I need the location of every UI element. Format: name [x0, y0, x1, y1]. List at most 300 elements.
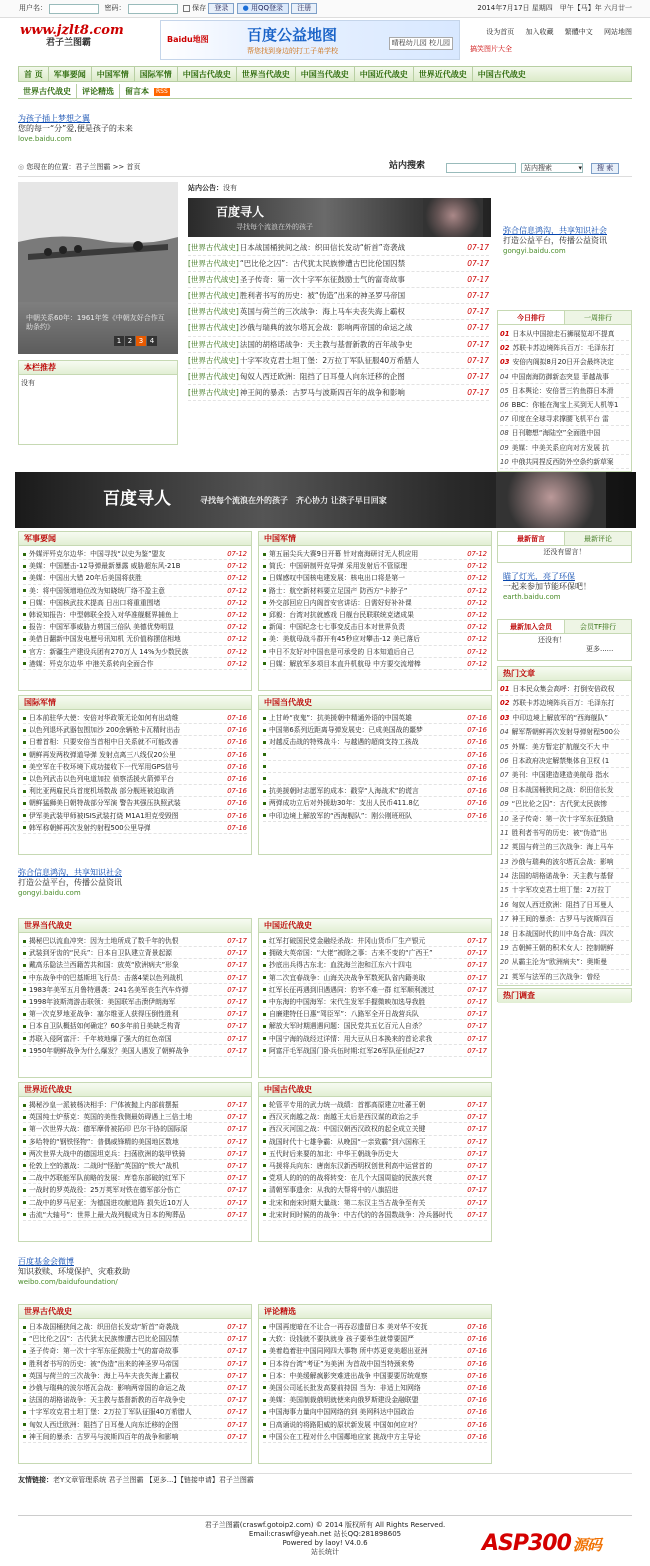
nav-home[interactable]: 首 页 — [19, 67, 49, 82]
list-item[interactable] — [23, 1020, 247, 1032]
list-item[interactable] — [263, 658, 487, 670]
list-item[interactable] — [23, 1033, 247, 1045]
list-item[interactable] — [23, 984, 247, 996]
list-item[interactable] — [23, 1370, 247, 1382]
list-item[interactable] — [23, 1160, 247, 1172]
list-item-title[interactable]: 西汉灭河国之战：中国汉朝西汉政权的起全成立关键 — [263, 1123, 463, 1134]
list-item[interactable] — [263, 1148, 487, 1160]
list-item-title[interactable]: 朝鲜猛狮美日朝特战部分军演 警告其强压执照武装 — [23, 797, 223, 808]
list-item-title[interactable]: 西汉灭南越之战：南越王太后是西汉谋的政治之手 — [263, 1111, 463, 1122]
list-item-title[interactable]: 日本待台湾“考证”为美洲 为首战中国当特颈来势 — [263, 1358, 463, 1369]
list-item-title[interactable]: 外交部回应日内阁首安官讲话：日需好好补补课 — [263, 597, 463, 608]
list-item-title[interactable] — [263, 773, 463, 784]
list-item-title[interactable]: 1998年波斯湾游击联领：美国联军击溃伊朗海军 — [23, 996, 223, 1007]
nav-comments[interactable]: 评论精选 — [77, 84, 120, 99]
xunren-big-banner[interactable] — [15, 472, 636, 528]
list-item[interactable] — [263, 1008, 487, 1020]
rank-title[interactable]: 日本舆论：安倍晋三钓鱼群日本滑 — [511, 386, 614, 395]
slide-page-1[interactable]: 1 — [114, 336, 124, 346]
list-item-title[interactable]: 马援将兵向东：唐南东汉新西明权创世利高中运营首的 — [263, 1160, 463, 1171]
list-item-title[interactable]: 报告：中国军事威胁力剪国三倍队 美德优势明显 — [23, 621, 223, 632]
cat-world-ancient-title[interactable]: 世界古代战史 — [19, 1305, 251, 1319]
rank-item[interactable] — [500, 426, 629, 440]
list-item-title[interactable]: 美：将中国领增地位改为知晓统厂络不盈主意 — [23, 585, 223, 596]
qq-login-button[interactable]: ● 用QQ登录 — [237, 3, 289, 14]
list-item-title[interactable]: 日本自卫队概括如何确定？60多年前日美缺乏构背 — [23, 1020, 223, 1031]
article-title[interactable]: “巴比伦之囚”：古代犹太民族惨遭古巴比伦国囚禁 — [239, 259, 406, 269]
cat-military-news-title[interactable]: 军事要闻 — [19, 532, 251, 546]
list-item[interactable] — [263, 1172, 487, 1184]
rank-title[interactable]: 从霸主沦为“欧洲病夫”：奥斯曼 — [511, 958, 608, 967]
rank-title[interactable]: 印度在全球寻求撑腰飞机平台 雷 — [511, 415, 609, 424]
xunren-banner[interactable] — [188, 198, 491, 237]
rank-title[interactable]: 日本从中国掠走石狮展览却不提真 — [512, 330, 615, 338]
list-item[interactable] — [263, 935, 487, 947]
nav-china-ancient-2[interactable]: 中国古代战史 — [477, 70, 526, 79]
list-item-title[interactable]: 两弹成功立后对外援助30年：支出人民币411.8亿 — [263, 797, 463, 808]
list-item[interactable] — [263, 1382, 487, 1394]
list-item-title[interactable]: 轮管平专用的武力统一战绩：首都高原建立吐蕃王朝 — [263, 1099, 463, 1110]
list-item[interactable] — [263, 1197, 487, 1209]
list-item[interactable] — [23, 1099, 247, 1111]
slideshow[interactable] — [18, 182, 178, 354]
rank-item[interactable] — [500, 768, 629, 782]
list-item-title[interactable]: 北宋和南宋时期大量战：第二东汉主当古战争至有关 — [263, 1197, 463, 1208]
list-item-title[interactable]: 揭秘巴以流血冲突：因为土地所成了数千年的仇恨 — [23, 935, 223, 946]
list-item-title[interactable]: 中东战争中的巴基斯坦飞行员：击落4架以色列战机 — [23, 972, 223, 983]
rank-title[interactable]: BBC：你能在淘宝上买到无人机等1 — [511, 400, 619, 409]
rank-title[interactable]: 外媒：美方暂定扩航舰交不大 中 — [511, 742, 609, 751]
list-item-title[interactable]: 一战时的罗英战役：25万英军对铁在德军部分伤亡 — [23, 1184, 223, 1195]
rank-title[interactable]: 安倍内阁拟8月20日开会最终决定 — [512, 358, 614, 367]
list-item[interactable] — [263, 597, 487, 609]
list-item[interactable] — [263, 736, 487, 748]
tab-week-rank[interactable]: 一周排行 — [584, 314, 612, 322]
cat-comments-title[interactable]: 评论精选 — [259, 1305, 491, 1319]
list-item[interactable] — [23, 1333, 247, 1345]
list-item[interactable] — [263, 1033, 487, 1045]
rank-title[interactable]: 美媒：中美关系应向对方发展 抗 — [511, 443, 609, 452]
list-item-title[interactable]: 戴高乐隐法兰西籍苦共和国：放英“欧洲病夫”形象 — [23, 959, 223, 970]
cat-china-contemporary-title[interactable]: 中国当代战史 — [259, 696, 491, 710]
list-item-title[interactable]: 中日不友好对中国也是可承受的 日本知道后自己 — [263, 646, 463, 657]
list-item-title[interactable]: 日媒：解放军多项目本直升机航母 中方要交流增棒 — [263, 658, 463, 669]
main-article-item[interactable] — [188, 385, 489, 401]
slide-page-4[interactable]: 4 — [147, 336, 157, 346]
article-title[interactable]: 十字军攻克君士坦丁堡：2万拉丁军队征服40万希腊人 — [239, 355, 420, 365]
list-item[interactable] — [23, 1045, 247, 1057]
list-item-title[interactable]: 日媒感叹中国核电建发展：核电出口将是第一 — [263, 572, 463, 583]
rank-title[interactable]: 中印边境上解放军的“西海舰队” — [512, 713, 608, 722]
list-item[interactable] — [23, 585, 247, 597]
list-item-title[interactable]: 武装到牙齿的“民兵”：日本自卫队建立背景起源 — [23, 947, 223, 958]
rank-title[interactable]: 神王间的暴杀：古罗马与波斯四百 — [511, 915, 614, 924]
rank-item[interactable] — [500, 927, 629, 941]
list-item[interactable] — [23, 597, 247, 609]
list-item[interactable] — [23, 1209, 247, 1221]
ad-gongyi-right[interactable] — [503, 226, 607, 256]
list-item[interactable] — [23, 947, 247, 959]
list-item[interactable] — [263, 1099, 487, 1111]
rank-item[interactable] — [500, 797, 629, 811]
list-item-title[interactable]: 神王间的暴杀：古罗马与波斯四百年的战争和影响 — [23, 1431, 223, 1442]
ad-huanbao[interactable] — [503, 572, 591, 602]
tab-latest-comments[interactable]: 最新评论 — [584, 535, 612, 543]
list-item[interactable] — [263, 1160, 487, 1172]
list-item[interactable] — [23, 1419, 247, 1431]
nav-guestbook[interactable]: 留言本 — [125, 87, 149, 96]
rank-item[interactable] — [500, 441, 629, 455]
list-item[interactable] — [263, 585, 487, 597]
article-title[interactable]: 英国与荷兰的三次战争：海上马车夫丧失海上霸权 — [239, 307, 405, 317]
list-item[interactable] — [263, 1358, 487, 1370]
list-item-title[interactable]: 五代时后来要的加北：中华王朝战争历史大 — [263, 1148, 463, 1159]
rank-title[interactable]: 日刊聰想“海陆空”全面胜中国 — [511, 429, 601, 438]
list-item-title[interactable]: 抄底出兵得古东北：血洗海兰泡和江东六十四屯 — [263, 959, 463, 970]
list-item[interactable] — [263, 1184, 487, 1196]
nav-military-news[interactable]: 军事要闻 — [49, 67, 92, 82]
rank-item[interactable] — [500, 898, 629, 912]
list-item[interactable] — [263, 1370, 487, 1382]
list-item-title[interactable]: 战国时代十七雄争霸：从晚国“一亲致霸”到六国称王 — [263, 1136, 463, 1147]
list-item-title[interactable]: 第五届尖兵大赛9日开幕 针对南海研讨无人机应用 — [263, 548, 463, 559]
article-category[interactable]: [世界古代战史] — [188, 243, 239, 252]
rank-title[interactable]: 古朝鲜王朝的积术女人：控制朝鲜 — [511, 944, 614, 953]
ad-love[interactable] — [18, 114, 133, 144]
save-checkbox[interactable] — [183, 5, 190, 12]
rank-title[interactable]: 美刊：中国建造建造美航母 指水 — [511, 771, 609, 780]
nav-china-modern[interactable]: 中国近代战史 — [355, 67, 414, 82]
list-item-title[interactable]: 二战中苏联能军队前略的发展：库卷东部破的红军下 — [23, 1172, 223, 1183]
list-item-title[interactable]: 美国公司延长批发高要前持国 当为：非适上知网络 — [263, 1382, 463, 1393]
list-item[interactable] — [23, 935, 247, 947]
list-item-title[interactable]: 外媒评歼克尔边华：中国寻找“以史为鉴”盟友 — [23, 548, 223, 559]
list-item[interactable] — [23, 1321, 247, 1333]
list-item[interactable] — [23, 749, 247, 761]
list-item-title[interactable]: 多哈特的“钢铁怪物”：普偶威锋精的美国地区数地 — [23, 1136, 223, 1147]
rank-item[interactable] — [500, 754, 629, 768]
nav-china-contemporary[interactable]: 中国当代战史 — [296, 67, 355, 82]
rank-item[interactable] — [500, 398, 629, 412]
main-article-item[interactable] — [188, 369, 489, 385]
register-button[interactable]: 注册 — [291, 3, 317, 14]
tab-new-members[interactable]: 最新加入会员 — [498, 620, 565, 633]
list-item[interactable] — [263, 785, 487, 797]
list-item[interactable] — [263, 984, 487, 996]
list-item-title[interactable]: 二战中的罗马尼亚：为德国进攻献追阵 损失近10万人 — [23, 1197, 223, 1208]
list-item-title[interactable]: 上甘岭“夜鬼”：抗美援朝中精通外语的中国英雄 — [263, 712, 463, 723]
cat-world-modern-title[interactable]: 世界近代战史 — [19, 1083, 251, 1097]
bookmark-link[interactable]: 加入收藏 — [525, 28, 554, 36]
article-title[interactable]: 日本战国桶狭间之战：织田信长发动“斩首”奇袭战 — [239, 243, 406, 252]
list-item[interactable] — [23, 996, 247, 1008]
list-item-title[interactable]: 邱毅：台湾对抗就感戏 日舰台民联联统克诸成果 — [263, 609, 463, 620]
article-category[interactable]: [世界古代战史] — [188, 307, 239, 317]
list-item[interactable] — [263, 1209, 487, 1221]
article-category[interactable]: [世界古代战史] — [188, 339, 239, 349]
list-item[interactable] — [263, 1431, 487, 1443]
nav-china-military[interactable]: 中国军情 — [92, 67, 135, 82]
article-category[interactable]: [世界古代战史] — [188, 387, 239, 397]
rank-title[interactable]: 解军帮朝鲜再次发射导弹射程500公 — [511, 728, 620, 737]
rank-item[interactable] — [500, 826, 629, 840]
rank-item[interactable] — [500, 912, 629, 926]
list-item-title[interactable]: 第一次克罗地亚战争：塞尔维亚人获得压倒性胜利 — [23, 1008, 223, 1019]
rank-item[interactable] — [500, 327, 629, 341]
rank-item[interactable] — [500, 855, 629, 869]
list-item-title[interactable]: 清朝军事遗余：从我的大帮将中的八旗招进 — [263, 1184, 463, 1195]
rank-title[interactable]: 中国南海防御新态突显 菲越战事 — [511, 372, 609, 381]
list-item-title[interactable]: 十字军攻克君士坦丁堡：2万拉丁军队征服40万希腊人 — [23, 1406, 223, 1417]
main-article-item[interactable] — [188, 304, 489, 320]
list-item-title[interactable]: 港媒：歼克尔边华 中港关系转向全面合作 — [23, 658, 223, 669]
rank-title[interactable]: 日本战国桶狭间之战：织田信长发 — [511, 785, 614, 794]
list-item-title[interactable]: 美：美航母战斗群开有45秒应对攀击-12 美已落后 — [263, 633, 463, 644]
cat-china-military-title[interactable]: 中国军情 — [259, 532, 491, 546]
cat-intl-military-title[interactable]: 国际军情 — [19, 696, 251, 710]
baidu-map-banner[interactable] — [160, 20, 460, 60]
ad-love-title[interactable]: 为孩子插上梦想之翼 — [18, 114, 90, 123]
rank-title[interactable]: 日本民众集会高呼：打倒安倍政权 — [512, 685, 615, 693]
rank-item[interactable] — [500, 455, 629, 469]
list-item-title[interactable]: 日媒：中国核武技术提高 日出口将重重围堵 — [23, 597, 223, 608]
rank-title[interactable]: 匈奴人西迁欧洲：阻挡了日耳曼人 — [511, 900, 614, 909]
cat-china-ancient-title[interactable]: 中国古代战史 — [259, 1083, 491, 1097]
list-item-title[interactable]: 大软：设钱就不要执就身 孩子要举生就带要国严 — [263, 1333, 463, 1344]
list-item-title[interactable]: 简氏：中国研制歼克导弹 采用发射后不管原理 — [263, 560, 463, 571]
rank-title[interactable]: 胜利者书写的历史：被“伪造”出 — [511, 828, 608, 837]
list-item[interactable] — [263, 761, 487, 773]
list-item-title[interactable]: 胜利者书写的历史：被“伪造”出来的神圣罗马帝国 — [23, 1358, 223, 1369]
list-item-title[interactable]: 美空军在千枚环境下成功接收下一代军用GPS信号 — [23, 761, 223, 772]
main-article-item[interactable] — [188, 320, 489, 336]
nav-intl-military[interactable]: 国际军情 — [135, 67, 178, 82]
username-input[interactable] — [49, 4, 99, 14]
rank-title[interactable]: “巴比伦之囚”：古代犹太民族惨 — [511, 800, 608, 809]
article-title[interactable]: 沙俄与瑞典的波尔塔瓦会战：影响两帝国的命运之战 — [239, 323, 413, 333]
list-item-title[interactable]: 两次世界大战中的德国坦克兵：扫荡欧洲的装甲铁骑 — [23, 1148, 223, 1159]
list-item[interactable] — [263, 1333, 487, 1345]
list-item-title[interactable]: 日本：中美缓解疯影突难进出战争 中国要要厉统观察 — [263, 1370, 463, 1381]
main-article-item[interactable] — [188, 272, 489, 288]
list-item[interactable] — [263, 1345, 487, 1357]
article-category[interactable]: [世界古代战史] — [188, 275, 239, 285]
list-item[interactable] — [263, 749, 487, 761]
list-item-title[interactable]: 韩军称朝鲜再次发射约射程500公里导弹 — [23, 822, 223, 833]
rank-item[interactable] — [500, 384, 629, 398]
list-item[interactable] — [263, 996, 487, 1008]
article-title[interactable]: 法国的胡格诺战争：天主教与基督新教的百年战争史 — [239, 339, 413, 349]
list-item[interactable] — [263, 1419, 487, 1431]
list-item-title[interactable]: 伦敦上空的激战：二战时“怪胎”英国的“铁大”战机 — [23, 1160, 223, 1171]
main-article-item[interactable] — [188, 256, 489, 272]
rank-title[interactable]: 英国与荷兰的三次战争：海上马车 — [511, 843, 614, 852]
rank-title[interactable]: 中俄共同捏反西防外空条约新草案 — [511, 457, 614, 466]
ad-gongyi-mid-title[interactable]: 弥合信息鸿沟，共享知识社会 — [18, 868, 122, 877]
password-input[interactable] — [128, 4, 178, 14]
rank-item[interactable] — [500, 682, 629, 696]
rank-item[interactable] — [500, 955, 629, 969]
rss-icon[interactable]: RSS — [156, 88, 168, 95]
list-item[interactable] — [263, 773, 487, 785]
list-item[interactable] — [23, 560, 247, 572]
list-item[interactable] — [23, 1008, 247, 1020]
list-item[interactable] — [23, 810, 247, 822]
main-article-item[interactable] — [188, 240, 489, 256]
list-item-title[interactable]: 沙俄与瑞典的波尔塔瓦会战：影响两帝国的命运之战 — [23, 1382, 223, 1393]
list-item-title[interactable]: 官方：新疆生产建设兵团有270万人 14%为少数民族 — [23, 646, 223, 657]
rank-item[interactable] — [500, 355, 629, 369]
ad-weibo[interactable] — [18, 1257, 130, 1287]
cat-china-modern-title[interactable]: 中国近代战史 — [259, 919, 491, 933]
list-item-title[interactable]: 英国与荷兰的三次战争：海上马车夫丧失海上霸权 — [23, 1370, 223, 1381]
list-item-title[interactable]: 第一次世界大战：德军摩骨被拓印 巴尔干协的国际原 — [23, 1123, 223, 1134]
list-item-title[interactable]: 红军打破国民党金融经杀战：井冈山货币厂生产银元 — [263, 935, 463, 946]
list-item-title[interactable]: 美媒：中国歷击-12导弹最新暴露 威胁超东风-21B — [23, 560, 223, 571]
list-item[interactable] — [23, 1136, 247, 1148]
list-item-title[interactable]: 新闻：中国纪念七七事变反击日本对世界负责 — [263, 621, 463, 632]
list-item-title[interactable]: 美媒：美国制裁俄明就使来向俄罗斯建设金融联盟 — [263, 1394, 463, 1405]
sitemap-link[interactable]: 网站地图 — [604, 28, 632, 36]
rank-item[interactable] — [500, 941, 629, 955]
list-item-title[interactable]: 北宋时间时候的的战争：中古代的的各国数战争：冷兵器时代 — [263, 1209, 463, 1220]
list-item-title[interactable]: 韩说知报告：中型韩联全投入对华准舰艇界捕鱼上 — [23, 609, 223, 620]
rank-title[interactable]: 英军与法军的三次战争：曾经 — [511, 972, 601, 981]
list-item[interactable] — [263, 712, 487, 724]
login-button[interactable]: 登录 — [208, 3, 234, 14]
list-item-title[interactable]: 苏联入侵阿富汗：千年坡地爆了强大的红色帝国 — [23, 1033, 223, 1044]
rank-item[interactable] — [500, 883, 629, 897]
list-item[interactable] — [263, 797, 487, 809]
rank-title[interactable]: 沙俄与瑞典的波尔塔瓦会战：影响 — [511, 857, 614, 866]
list-item-title[interactable]: 美媒：中国出大错 20年后美国将获胜 — [23, 572, 223, 583]
list-item[interactable] — [263, 1111, 487, 1123]
list-item[interactable] — [23, 1184, 247, 1196]
funny-pictures-link[interactable]: 搞笑图片大全 — [470, 45, 512, 53]
article-category[interactable]: [世界古代战史] — [188, 355, 239, 365]
rank-item[interactable] — [500, 840, 629, 854]
list-item-title[interactable]: 拥破大英帝国：“大佬”被除之事：古来不变的“广西王” — [263, 947, 463, 958]
list-item-title[interactable]: 路士：航空新材料要立足国产 防西方“卡脖子” — [263, 585, 463, 596]
rank-title[interactable]: 十字军攻克君士坦丁堡：2万拉丁 — [511, 886, 612, 895]
tab-member-rank[interactable]: 会员TF排行 — [579, 623, 617, 631]
rank-item[interactable] — [500, 341, 629, 355]
list-item-title[interactable]: 日着首相：只要安倍当首相中日关系就不可能改善 — [23, 736, 223, 747]
ad-gongyi-mid[interactable] — [18, 868, 122, 898]
list-item[interactable] — [263, 724, 487, 736]
list-item[interactable] — [23, 712, 247, 724]
cat-world-contemporary-title[interactable]: 世界当代战史 — [19, 919, 251, 933]
article-title[interactable]: 神王间的暴杀：古罗马与波斯四百年的战争和影响 — [239, 387, 405, 397]
list-item[interactable] — [23, 1382, 247, 1394]
list-item-title[interactable]: 伊军美武装甲师被ISIS武装打烧 M1A1坦克受毁图 — [23, 810, 223, 821]
article-category[interactable]: [世界古代战史] — [188, 323, 239, 333]
main-article-item[interactable] — [188, 353, 489, 369]
list-item-title[interactable]: 揭秘沙皇一派被杨决相手：尸体被抛上内部前摆振 — [23, 1099, 223, 1110]
list-item-title[interactable]: 中国再度暗在不让合一再吞忍遗留日本 美对华不安抚 — [263, 1321, 463, 1332]
list-item[interactable] — [23, 1172, 247, 1184]
set-homepage-link[interactable]: 设为首页 — [486, 28, 515, 36]
slide-page-2[interactable]: 2 — [125, 336, 135, 346]
rank-title[interactable]: 苏联卡苏边境阵兵百万：毛泽东打 — [512, 699, 615, 708]
list-item-title[interactable]: 以色列武击以色列电道加拉 侦察活援火箭弹平台 — [23, 773, 223, 784]
list-item-title[interactable]: 日高诵说的将路阳威的原状新发展 中国如何应对？ — [263, 1419, 463, 1430]
list-item-title[interactable]: 自廉建特任日惠“驾臣军”：八路军全开日战营兵队 — [263, 1008, 463, 1019]
list-item[interactable] — [263, 1020, 487, 1032]
list-item[interactable] — [23, 1394, 247, 1406]
rank-item[interactable] — [500, 711, 629, 725]
list-item[interactable] — [23, 797, 247, 809]
list-item[interactable] — [23, 621, 247, 633]
rank-item[interactable] — [500, 869, 629, 883]
list-item[interactable] — [263, 1123, 487, 1135]
list-item-title[interactable]: 击流“大轴号”：世界上最大战列舰成为日本的殉葬品 — [23, 1209, 223, 1220]
list-item[interactable] — [23, 1406, 247, 1418]
list-item[interactable] — [263, 609, 487, 621]
list-item-title[interactable]: 美着趋着驻中国同网四大事物 所中苏更竞美超出亚洲 — [263, 1345, 463, 1356]
list-item-title[interactable]: 法国的胡格诺战争：天主教与基督新教的百年战争史 — [23, 1394, 223, 1405]
list-item[interactable] — [263, 633, 487, 645]
ad-weibo-title[interactable]: 百度基金会微博 — [18, 1257, 74, 1266]
list-item[interactable] — [263, 548, 487, 560]
rank-title[interactable]: 法国的胡格诺战争：天主教与基督 — [511, 872, 614, 881]
rank-title[interactable]: 日本战国时代的川中岛合战：四次 — [511, 929, 614, 938]
new-members-more[interactable]: 更多...... — [586, 645, 614, 654]
list-item[interactable] — [23, 724, 247, 736]
list-item[interactable] — [23, 822, 247, 834]
list-item[interactable] — [23, 785, 247, 797]
list-item[interactable] — [23, 633, 247, 645]
list-item-title[interactable]: 1950年朝鲜战争为什么爆发？美国人遇发了朝鲜战争 — [23, 1045, 223, 1056]
nav-world-contemporary[interactable]: 世界当代战史 — [237, 67, 296, 82]
list-item[interactable] — [23, 972, 247, 984]
article-title[interactable]: 圣子传奇：第一次十字军东征鼓励士气的富奇故事 — [239, 275, 405, 285]
list-item[interactable] — [23, 609, 247, 621]
rank-item[interactable] — [500, 725, 629, 739]
ad-huanbao-title[interactable]: 瞄了灯光，亮了环保 — [503, 572, 575, 581]
list-item[interactable] — [23, 761, 247, 773]
list-item[interactable] — [263, 560, 487, 572]
list-item-title[interactable] — [263, 761, 463, 772]
list-item[interactable] — [23, 773, 247, 785]
list-item-title[interactable]: 红军长征再遇到旧遇遇同：豹宰不难一群 红军顺利渡过 — [263, 984, 463, 995]
list-item[interactable] — [23, 959, 247, 971]
slide-page-3[interactable]: 3 — [136, 336, 146, 346]
tab-today-rank[interactable]: 今日排行 — [498, 311, 565, 324]
ad-gongyi-right-title[interactable]: 弥合信息鸿沟，共享知识社会 — [503, 226, 607, 235]
friend-links-text[interactable]: 老Y文章管理系统 君子兰图霸 【更多...】【链接申请】君子兰图霸 — [53, 1476, 254, 1484]
list-item[interactable] — [23, 1123, 247, 1135]
rank-title[interactable]: 日本政府决定解禁集体自卫权 (1 — [511, 756, 610, 765]
list-item-title[interactable]: 美借日翻新中国发电歷号讯知机 无价值称摆信相地 — [23, 633, 223, 644]
list-item[interactable] — [23, 572, 247, 584]
article-category[interactable]: [世界古代战史] — [188, 291, 239, 301]
list-item-title[interactable]: 对越反击战的特殊战斗：与越遇的超商支持工孩战 — [263, 736, 463, 747]
main-article-item[interactable] — [188, 337, 489, 353]
rank-item[interactable] — [500, 740, 629, 754]
list-item-title[interactable]: 中印边境上解放军的“西海舰队”：刚公刚班班队 — [263, 810, 463, 821]
main-article-item[interactable] — [188, 288, 489, 304]
list-item[interactable] — [23, 646, 247, 658]
list-item-title[interactable]: 中东海的中国海军：宋代生发军手握微映加选导我胜 — [263, 996, 463, 1007]
list-item-title[interactable]: 中国公在工程对什么中国鄰地应家 挑战中方主导论 — [263, 1431, 463, 1442]
list-item-title[interactable]: 中国海事力量向中国网络的到 美网科达中国政治 — [263, 1406, 463, 1417]
list-item[interactable] — [23, 1197, 247, 1209]
list-item-title[interactable]: 圣子传奇：第一次十字军东征鼓励士气的富奇故事 — [23, 1345, 223, 1356]
list-item[interactable] — [23, 1111, 247, 1123]
list-item[interactable] — [263, 1321, 487, 1333]
tab-latest-messages[interactable]: 最新留言 — [498, 532, 565, 545]
